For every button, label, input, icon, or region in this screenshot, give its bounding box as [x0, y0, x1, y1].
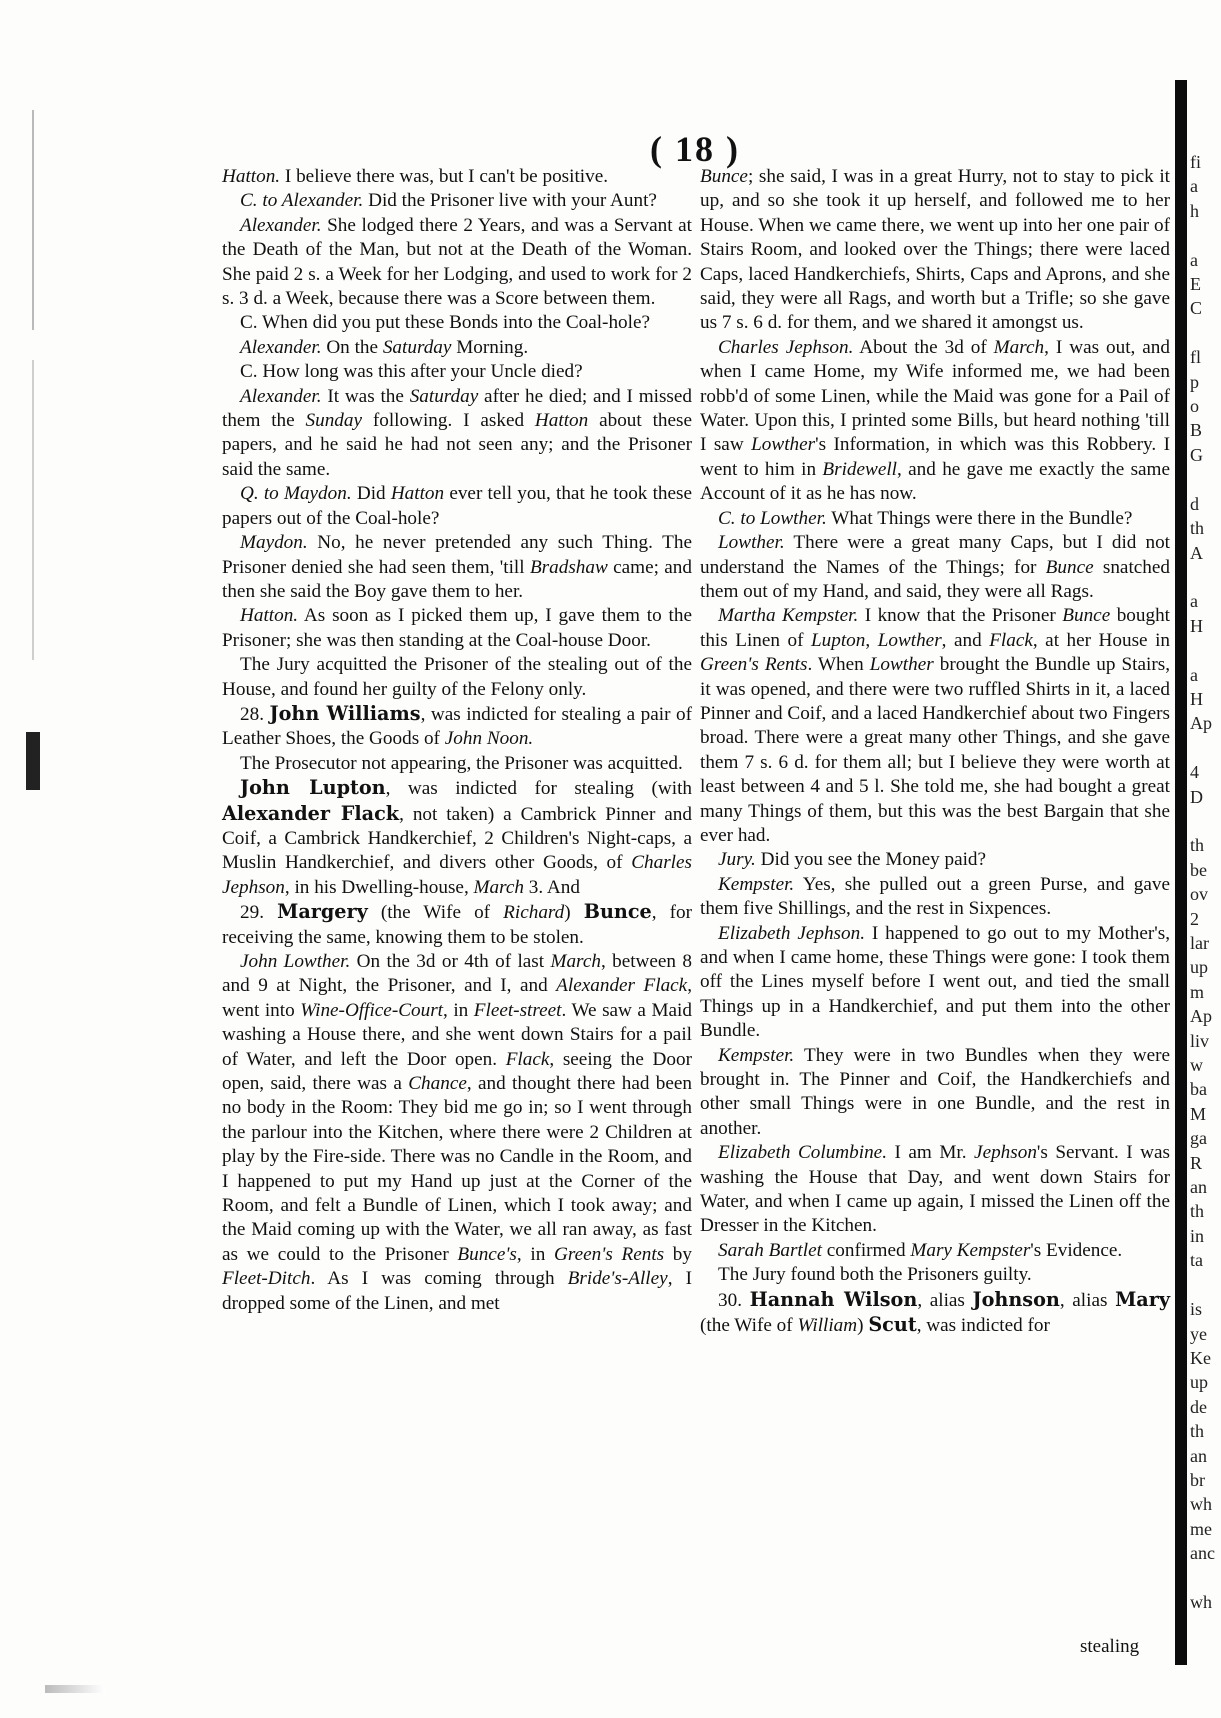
body-text: , was indicted for stealing a pair of Leather Shoes, the Goods of	[222, 703, 692, 750]
body-text: ,	[865, 629, 878, 651]
body-text: I am Mr.	[887, 1142, 975, 1164]
body-text: )	[857, 1315, 869, 1337]
body-text: , seeing the Door open, said, there was a	[222, 1048, 692, 1095]
italic-text: Hatton	[534, 410, 589, 432]
italic-text: Hatton	[390, 483, 445, 505]
body-text: I know that the Prisoner	[858, 605, 1063, 627]
body-text: snatched them out of my Hand, and said, they were all Rags.	[700, 556, 1170, 602]
italic-text: Lowther	[751, 434, 816, 456]
page-edge-bar	[1175, 80, 1187, 1665]
body-text: She lodged there 2 Years, and was a Servant at the Death of the Man, but not at the Death of the Woman. She paid 2 s. a Week for her Lodging, and used to work for 2 s. 3 d. a Week, because there was a Score between them.	[222, 214, 692, 310]
right-column	[700, 165, 1170, 1339]
italic-text: Alexander Flack	[556, 975, 688, 997]
blackletter-name: Bunce	[583, 900, 652, 924]
body-text: I believe there was, but I can't be positive.	[280, 166, 609, 187]
body-text: 's Evidence.	[1030, 1239, 1123, 1261]
blackletter-name: John Lupton	[240, 776, 386, 800]
body-text: Yes, she pulled out a green Purse, and gave them five Shillings, and the rest in Sixpences.	[700, 873, 1170, 920]
paragraph	[222, 653, 692, 702]
body-text: , at her House in	[1032, 629, 1170, 651]
paragraph	[222, 950, 692, 1316]
body-text: C. When did you put these Bonds into the Coal-hole?	[240, 312, 650, 334]
body-text: . We saw a Maid washing a House there, and she went down Stairs for a pail of Water, and left the Door open.	[222, 999, 692, 1070]
body-text: I happened to go out to my Mother's, and when I came home, these Things were gone: I took them off the Lines myself before I went out, and tied the small Things up in a Handkerchief, and put them into the other Bundle.	[700, 922, 1171, 1042]
italic-text: March	[473, 876, 524, 898]
body-text: What Things were there in the Bundle?	[826, 507, 1133, 529]
italic-text: Alexander.	[240, 214, 322, 236]
blackletter-name: Margery	[277, 900, 368, 924]
italic-text: March	[993, 336, 1045, 358]
body-text: , and thought there had been no body in the Room: They bid me go in; so I went through the parlour into the Kitchen, where there were 2 Children at play by the Fire-side. There was no Candle in the Room, and I happened to put my Hand up just at the Corner of the Room, and felt a Bundle of Linen, which I took away; and the Maid coming up with the Water, we all ran away, as fast as we could to the Prisoner	[222, 1073, 692, 1265]
italic-text: Q. to Maydon.	[240, 483, 352, 505]
italic-text: John Lowther.	[240, 951, 351, 972]
italic-text: Green's Rents	[700, 654, 808, 676]
body-text: ; she said, I was in a great Hurry, not to stay to pick it up, and so she took it up herself, and followed me to her House. When we came there, we went up into her one pair of Stairs Room, and looked over the Things; there were laced Caps, laced Handkerchiefs, Shirts, Caps and Aprons, and she said, they were all Rags, and worth but a Trifle; so she gave us 7 s. 6 d. for them, and we shared it amongst us.	[700, 166, 1170, 334]
italic-text: Hatton.	[222, 166, 281, 187]
italic-text: Saturday	[382, 336, 452, 358]
italic-text: Saturday	[409, 385, 479, 407]
italic-text: William	[797, 1315, 858, 1337]
body-text: On the	[321, 336, 383, 358]
paragraph	[222, 311, 692, 335]
body-text: , in his Dwelling-house,	[284, 876, 474, 898]
body-text: On the 3d or 4th of last	[350, 951, 551, 972]
italic-text: Mary Kempster	[910, 1239, 1031, 1261]
body-text: . When	[807, 654, 870, 676]
paragraph	[222, 604, 692, 653]
italic-text: Bradshaw	[529, 556, 608, 578]
paragraph	[700, 922, 1170, 1044]
paragraph	[700, 336, 1170, 507]
italic-text: John Noon.	[444, 728, 534, 750]
body-text: No, he never pretended any such Thing. The Prisoner denied she had seen them, 'till	[222, 532, 692, 578]
body-text: , not taken) a Cambrick Pinner and Coif, a Cambrick Handkerchief, 2 Children's Night-caps, a Muslin Handkerchief, and divers other Goods, of	[222, 803, 692, 874]
body-text: , in	[516, 1243, 554, 1265]
body-text: Did the Prisoner live with your Aunt?	[363, 190, 657, 212]
paragraph	[700, 1141, 1170, 1239]
ink-stain	[26, 732, 40, 790]
italic-text: Lowther	[877, 629, 942, 651]
blackletter-name: Alexander Flack	[222, 801, 400, 825]
paragraph	[222, 360, 692, 384]
italic-text: Bunce	[700, 166, 748, 187]
body-text: , and he gave me exactly the same Account of it as he has now.	[700, 458, 1170, 505]
body-text: Did you see the Money paid?	[755, 849, 987, 871]
body-text: bought this Linen of	[700, 605, 1170, 651]
italic-text: Richard	[503, 902, 565, 924]
body-text: There were a great many Caps, but I did not understand the Names of the Things; for	[700, 532, 1170, 578]
paragraph	[700, 165, 1170, 336]
paragraph	[222, 776, 692, 900]
italic-text: Bride's-Alley	[567, 1268, 668, 1290]
italic-text: Kempster.	[718, 873, 795, 895]
body-text: The Prosecutor not appearing, the Prisoner was acquitted.	[240, 752, 683, 774]
body-text: . As I was coming through	[310, 1268, 568, 1290]
body-text: C. How long was this after your Uncle died?	[240, 361, 583, 383]
body-text: About the 3d of	[853, 336, 994, 358]
left-column	[222, 165, 692, 1316]
body-text: , was indicted for stealing (with	[385, 778, 692, 800]
italic-text: Fleet-Ditch	[222, 1268, 311, 1290]
body-text: by	[664, 1243, 692, 1265]
italic-text: Lowther	[869, 654, 934, 676]
blackletter-name: John Williams	[269, 701, 421, 725]
blackletter-name: Mary	[1115, 1287, 1170, 1311]
italic-text: Jury.	[718, 849, 756, 871]
italic-text: Charles Jephson.	[718, 336, 854, 358]
body-text: following. I asked	[362, 410, 535, 432]
body-text: The Jury found both the Prisoners guilty.	[718, 1264, 1032, 1286]
body-text: They were in two Bundles when they were brought in. The Pinner and Coif, the Handkerchiefs and other small Things were in one Bundle, and the rest in another.	[700, 1044, 1170, 1139]
paragraph	[700, 604, 1170, 848]
paragraph	[222, 752, 692, 776]
italic-text: Kempster.	[718, 1044, 795, 1066]
paragraph	[700, 873, 1170, 922]
body-text: 's Information, in which was this Robbery. I went to him in	[700, 434, 1170, 480]
body-text: As soon as I picked them up, I gave them to the Prisoner; she was then standing at the Coal-house Door.	[222, 605, 692, 651]
body-text: (the Wife of	[367, 902, 504, 924]
binding-gutter	[8, 0, 38, 1718]
body-text: , went into	[222, 975, 692, 1021]
catchword: stealing	[1080, 1636, 1140, 1657]
italic-text: Sunday	[305, 410, 363, 432]
italic-text: Bunce	[1062, 605, 1111, 627]
body-text: , was indicted for	[916, 1315, 1050, 1337]
italic-text: Hatton.	[240, 605, 299, 627]
blackletter-name: Johnson	[972, 1287, 1060, 1311]
italic-text: Alexander.	[240, 385, 322, 407]
italic-text: Flack	[989, 629, 1033, 651]
italic-text: Bunce's	[457, 1243, 517, 1265]
italic-text: Chance	[408, 1073, 467, 1095]
paragraph	[222, 482, 692, 531]
italic-text: Lowther.	[718, 532, 785, 554]
paragraph	[700, 848, 1170, 872]
body-text: 's Servant. I was washing the House that Day, and went down Stairs for Water, and when I came up again, I missed the Linen off the Dresser in the Kitchen.	[700, 1142, 1171, 1237]
body-text: after he died; and I missed them the	[222, 385, 692, 432]
paragraph	[700, 1044, 1170, 1142]
italic-text: Bridewell	[822, 458, 898, 480]
paragraph	[222, 385, 692, 483]
italic-text: Green's Rents	[554, 1243, 665, 1265]
body-text: , for receiving the same, knowing them to be stolen.	[222, 902, 693, 948]
body-text: Did	[351, 483, 391, 505]
paragraph	[222, 900, 692, 950]
body-text: (the Wife of	[700, 1315, 798, 1337]
italic-text: Flack	[505, 1048, 550, 1070]
paragraph	[222, 702, 692, 752]
body-text: 28.	[240, 703, 270, 725]
blackletter-name: Hannah Wilson	[749, 1287, 918, 1311]
paragraph	[222, 531, 692, 604]
paragraph	[222, 165, 692, 189]
italic-text: Sarah Bartlet	[718, 1239, 822, 1261]
body-text: about these papers, and he said he had not seen any; and the Prisoner said the same.	[222, 410, 692, 480]
paragraph	[700, 507, 1170, 531]
paragraph	[700, 531, 1170, 604]
italic-text: C. to Lowther.	[718, 507, 827, 529]
body-text: brought the Bundle up Stairs, it was opened, and there were two ruffled Shirts in it, a laced Pinner and Coif, and a laced Handkerchief about two Fingers broad. There were a great many other Things, and she gave them 7 s. 6 d. for them all; but I believe they were worth at least between 4 and 5 l. She told me, she had bought a great many Things of them, but this was the best Bargain that she ever had.	[700, 654, 1171, 846]
italic-text: Martha Kempster.	[718, 605, 859, 627]
paragraph	[700, 1263, 1170, 1287]
body-text: )	[564, 902, 584, 924]
paragraph	[222, 214, 692, 312]
italic-text: C. to Alexander.	[240, 190, 364, 212]
italic-text: Alexander.	[240, 336, 322, 358]
page-number: ( 18 )	[650, 129, 740, 169]
blackletter-name: Scut	[868, 1313, 917, 1337]
paragraph	[700, 1239, 1170, 1263]
italic-text: Bunce	[1045, 556, 1094, 578]
paragraph	[222, 189, 692, 213]
italic-text: Elizabeth Jephson.	[718, 922, 866, 944]
body-text: 30.	[718, 1289, 750, 1311]
body-text: came; and then she said the Boy gave them to her.	[222, 556, 692, 602]
italic-text: Lupton	[810, 629, 866, 651]
body-text: , in	[443, 999, 474, 1021]
italic-text: Wine-Office-Court	[300, 999, 443, 1021]
body-text: , between 8 and 9 at Night, the Prisoner, and I, and	[222, 951, 692, 997]
body-text: ever tell you, that he took these papers out of the Coal-hole?	[222, 483, 692, 529]
body-text: 3. And	[524, 876, 580, 898]
italic-text: Charles Jephson	[222, 852, 692, 898]
italic-text: Jephson	[974, 1142, 1037, 1164]
italic-text: Fleet-street	[473, 999, 562, 1021]
corner-smudge	[45, 1685, 105, 1693]
body-text: , and	[941, 629, 990, 651]
body-text: 29.	[240, 902, 278, 924]
italic-text: Maydon.	[240, 532, 308, 554]
adjacent-page-fragment: fi a h a E C fl p o B G d th A a H a H Ap 4 D th be ov 2 lar up m Ap liv w ba M ga R an th in ta is ye Ke up de th an br wh me anc wh	[1190, 152, 1215, 1612]
body-text: It was the	[321, 385, 410, 407]
paragraph	[700, 1288, 1170, 1339]
italic-text: March	[550, 951, 601, 972]
body-text: The Jury acquitted the Prisoner of the stealing out of the House, and found her guilty of the Felony only.	[222, 654, 692, 700]
body-text: Morning.	[451, 336, 529, 358]
body-text: , alias	[1059, 1289, 1116, 1311]
italic-text: Elizabeth Columbine.	[718, 1142, 887, 1164]
body-text: , alias	[917, 1289, 973, 1311]
body-text: confirmed	[821, 1239, 911, 1261]
body-text: , I was out, and when I came Home, my Wife informed me, we had been robb'd of some Linen, while the Maid was gone for a Pail of Water. Upon this, I printed some Bills, but heard nothing 'till I saw	[700, 336, 1170, 456]
paragraph	[222, 336, 692, 360]
body-text: , I dropped some of the Linen, and met	[222, 1268, 692, 1314]
